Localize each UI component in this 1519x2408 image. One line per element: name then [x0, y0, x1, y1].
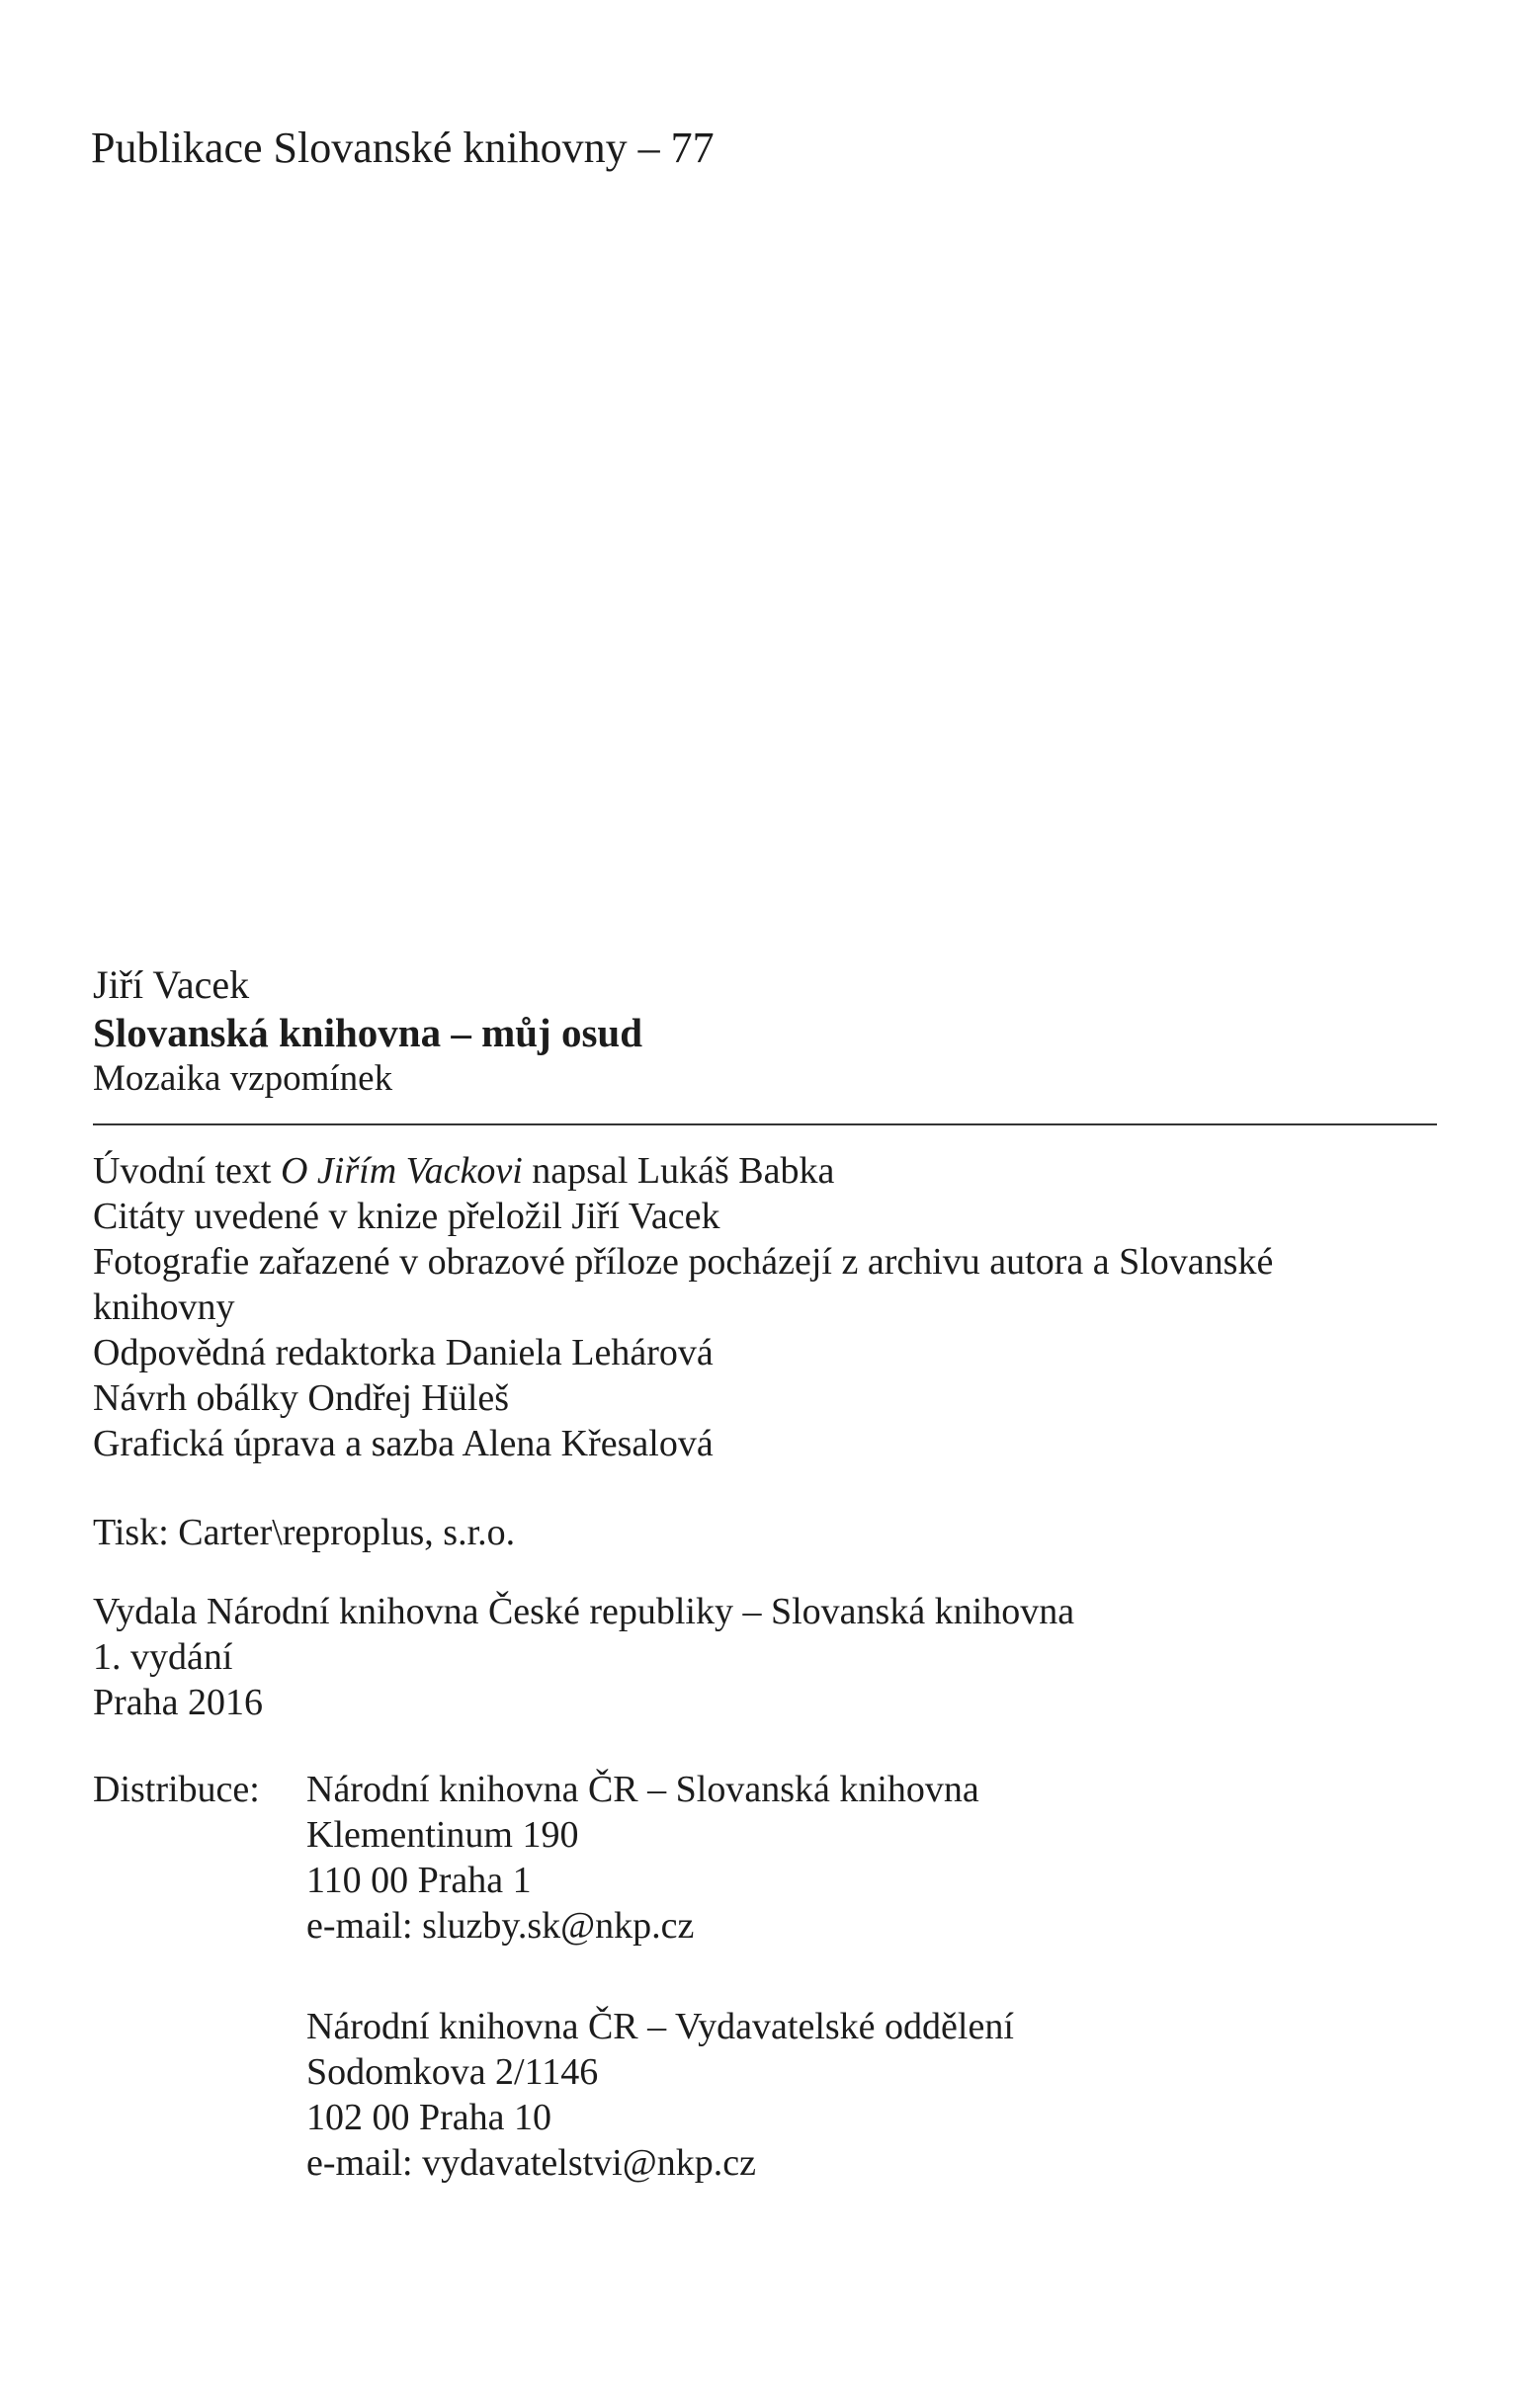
credit-editor: Odpovědná redaktorka Daniela Lehárová	[93, 1332, 714, 1373]
credits-block	[93, 1148, 1273, 1466]
credit-translation: Citáty uvedené v knize přeložil Jiří Vacek	[93, 1196, 720, 1237]
distribution-label: Distribuce:	[93, 1769, 260, 1810]
address1-street: Klementinum 190	[306, 1814, 579, 1856]
address2-name: Národní knihovna ČR – Vydavatelské oddělení	[306, 2006, 1014, 2047]
book-subtitle: Mozaika vzpomínek	[93, 1058, 393, 1099]
credit-intro-italic: O Jiřím Vackovi	[280, 1150, 523, 1192]
edition-line: 1. vydání	[93, 1636, 233, 1678]
address2-email: e-mail: vydavatelstvi@nkp.cz	[306, 2142, 756, 2184]
publisher-line: Vydala Národní knihovna České republiky – Slovanská knihovna	[93, 1591, 1075, 1632]
place-year-line: Praha 2016	[93, 1682, 264, 1723]
publisher-block	[93, 1589, 1074, 1725]
address2-city: 102 00 Praha 10	[306, 2097, 552, 2138]
credit-design: Grafická úprava a sazba Alena Křesalová	[93, 1423, 714, 1464]
address1-name: Národní knihovna ČR – Slovanská knihovna	[306, 1769, 979, 1810]
book-title: Slovanská knihovna – můj osud	[93, 1010, 643, 1055]
distribution-address-2	[306, 2004, 1014, 2186]
title-block	[93, 962, 642, 1101]
credit-cover: Návrh obálky Ondřej Hüleš	[93, 1377, 510, 1419]
address1-email: e-mail: sluzby.sk@nkp.cz	[306, 1905, 695, 1947]
credit-intro	[93, 1148, 1273, 1194]
credit-intro-suffix: napsal Lukáš Babka	[522, 1150, 835, 1192]
address2-street: Sodomkova 2/1146	[306, 2051, 599, 2093]
address1-city: 110 00 Praha 1	[306, 1860, 532, 1901]
print-info: Tisk: Carter\reproplus, s.r.o.	[93, 1512, 516, 1553]
series-title: Publikace Slovanské knihovny – 77	[91, 124, 715, 172]
divider-rule	[93, 1123, 1437, 1125]
credit-photos-line1: Fotografie zařazené v obrazové příloze pocházejí z archivu autora a Slovanské	[93, 1241, 1274, 1283]
credit-photos-line2: knihovny	[93, 1287, 235, 1328]
distribution-address-1	[306, 1767, 979, 1949]
credit-intro-prefix: Úvodní text	[93, 1150, 281, 1192]
author-name: Jiří Vacek	[93, 962, 250, 1007]
